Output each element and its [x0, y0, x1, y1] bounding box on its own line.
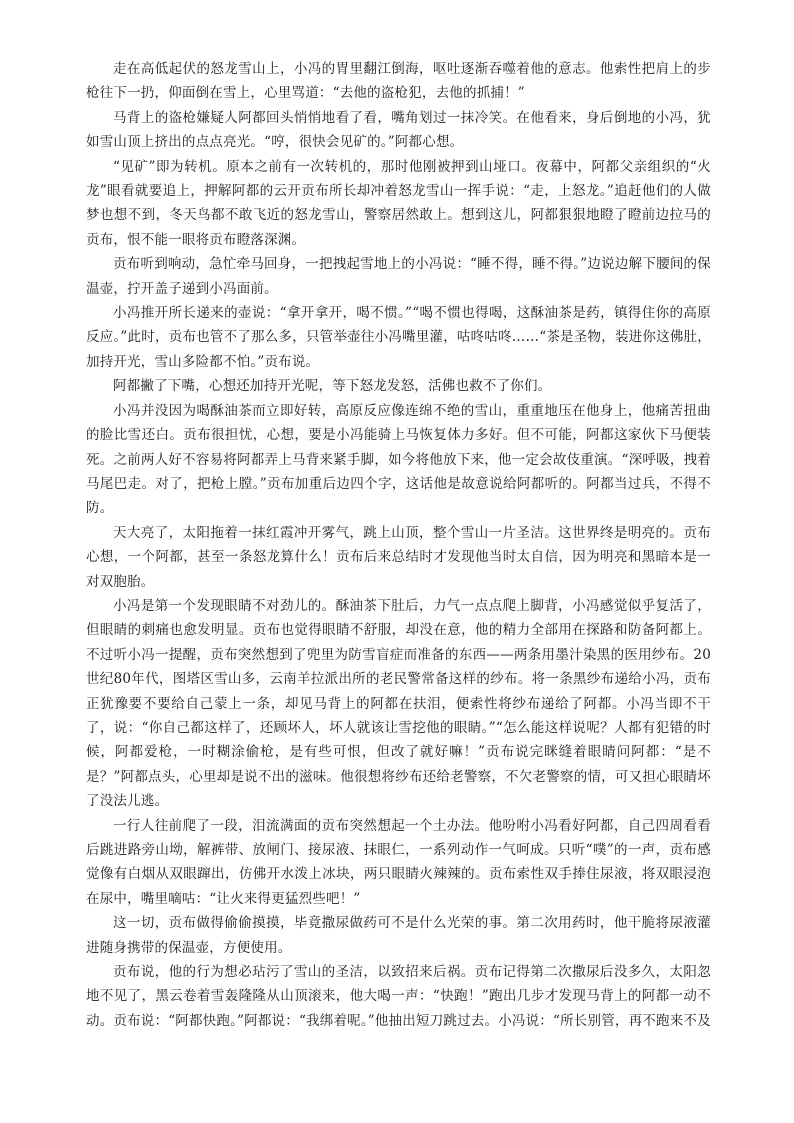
article-body: [86, 57, 711, 1033]
paragraph: “见矿”即为转机。原本之前有一次转机的，那时他刚被押到山垭口。夜幕中，阿都父亲组织的“火龙”眼看就要追上，押解阿都的云开贡布所长却冲着怒龙雪山一挥手说：“走，上怒龙。”追赶他们的人做梦也想不到，冬天鸟都不敢飞近的怒龙雪山，警察居然敢上。想到这儿，阿都狠狠地瞪了瞪前边拉马的贡布，恨不能一眼将贡布瞪落深渊。: [86, 158, 711, 248]
paragraph: 贡布听到响动，急忙牵马回身，一把拽起雪地上的小冯说：“睡不得，睡不得。”边说边解下腰间的保温壶，拧开盖子递到小冯面前。: [86, 256, 711, 297]
paragraph: 小冯是第一个发现眼睛不对劲儿的。酥油茶下肚后，力气一点点爬上脚背，小冯感觉似乎复活了，但眼睛的刺痛也愈发明显。贡布也觉得眼睛不舒服，却没在意，他的精力全部用在探路和防备阿都上。不过听小冯一提醒，贡布突然想到了兜里为防雪盲症而准备的东西——两条用墨汁染黑的医用纱布。20世纪80年代，图塔区雪山多，云南羊拉派出所的老民警常备这样的纱布。将一条黑纱布递给小冯，贡布正犹豫要不要给自己蒙上一条，却见马背上的阿都在扶泪，便索性将纱布递给了阿都。小冯当即不干了，说：“你自己都这样了，还顾坏人，坏人就该让雪挖他的眼睛。”“怎么能这样说呢？人都有犯错的时候，阿都爱枪，一时糊涂偷枪，是有些可恨，但改了就好嘛！”贡布说完眯缝着眼睛问阿都：“是不是？”阿都点头，心里却是说不出的滋味。他很想将纱布还给老警察，不欠老警察的情，可又担心眼睛坏了没法儿逃。: [86, 597, 711, 810]
paragraph: 这一切，贡布做得偷偷摸摸，毕竟撒尿做药可不是什么光荣的事。第二次用药时，他干脆将尿液灌进随身携带的保温壶，方便使用。: [86, 915, 711, 956]
paragraph: 贡布说，他的行为想必玷污了雪山的圣洁，以致招来后祸。贡布记得第二次撒尿后没多久，太阳忽地不见了，黑云卷着雪轰隆隆从山顶滚来，他大喝一声：“快跑！”跑出几步才发现马背上的阿都一动不动。贡布说：“阿都快跑。”阿都说：“我绑着呢。”他抽出短刀跳过去。小冯说：“所长别管，再不跑来不及: [86, 964, 711, 1029]
paragraph: 阿都撇了下嘴，心想还加持开光呢，等下怒龙发怒，活佛也救不了你们。: [113, 378, 552, 395]
paragraph: 小冯推开所长递来的壶说：“拿开拿开，喝不惯。”“喝不惯也得喝，这酥油茶是药，镇得住你的高原反应。”此时，贡布也管不了那么多，只管举壶往小冯嘴里灌，咕咚咕咚……“茶是圣物，装进你这佛肚，加持开光，雪山多险都不怕。”贡布说。: [86, 305, 711, 370]
paragraph: 走在高低起伏的怒龙雪山上，小冯的胃里翻江倒海，呕吐逐渐吞噬着他的意志。他索性把肩上的步枪往下一扔，仰面倒在雪上，心里骂道：“去他的盗枪犯，去他的抓捕！”: [86, 61, 711, 102]
paragraph: 天大亮了，太阳拖着一抹红霞冲开雾气，跳上山顶，整个雪山一片圣洁。这世界终是明亮的。贡布心想，一个阿都，甚至一条怒龙算什么！贡布后来总结时才发现他当时太自信，因为明亮和黑暗本是一对双胞胎。: [86, 524, 711, 590]
paragraph: 一行人往前爬了一段，泪流满面的贡布突然想起一个土办法。他吩咐小冯看好阿都，自己四周看看后跳进路旁山坳，解裤带、放闸门、接尿液、抹眼仁，一系列动作一气呵成。只听“噗”的一声，贡布感觉像有白烟从双眼蹿出，仿佛开水泼上冰块，两只眼睛火辣辣的。贡布索性双手捧住尿液，将双眼浸泡在尿中，嘴里嘀咕：“让火来得更猛烈些吧！”: [86, 817, 711, 907]
paragraph: 小冯并没因为喝酥油茶而立即好转，高原反应像连绵不绝的雪山，重重地压在他身上，他痛苦扭曲的脸比雪还白。贡布很担忧，心想，要是小冯能骑上马恢复体力多好。但不可能，阿都这家伙下马便装死。之前两人好不容易将阿都弄上马背来紧手脚，如今将他放下来，他一定会故伎重演。“深呼吸，拽着马尾巴走。对了，把枪上膛。”贡布加重后边四个字，这话他是故意说给阿都听的。阿都当过兵，不得不防。: [86, 402, 711, 517]
paragraph: 马背上的盗枪嫌疑人阿都回头悄悄地看了看，嘴角划过一抹冷笑。在他看来，身后倒地的小冯，犹如雪山顶上挤出的点点亮光。“哼，很快会见矿的。”阿都心想。: [86, 109, 711, 151]
